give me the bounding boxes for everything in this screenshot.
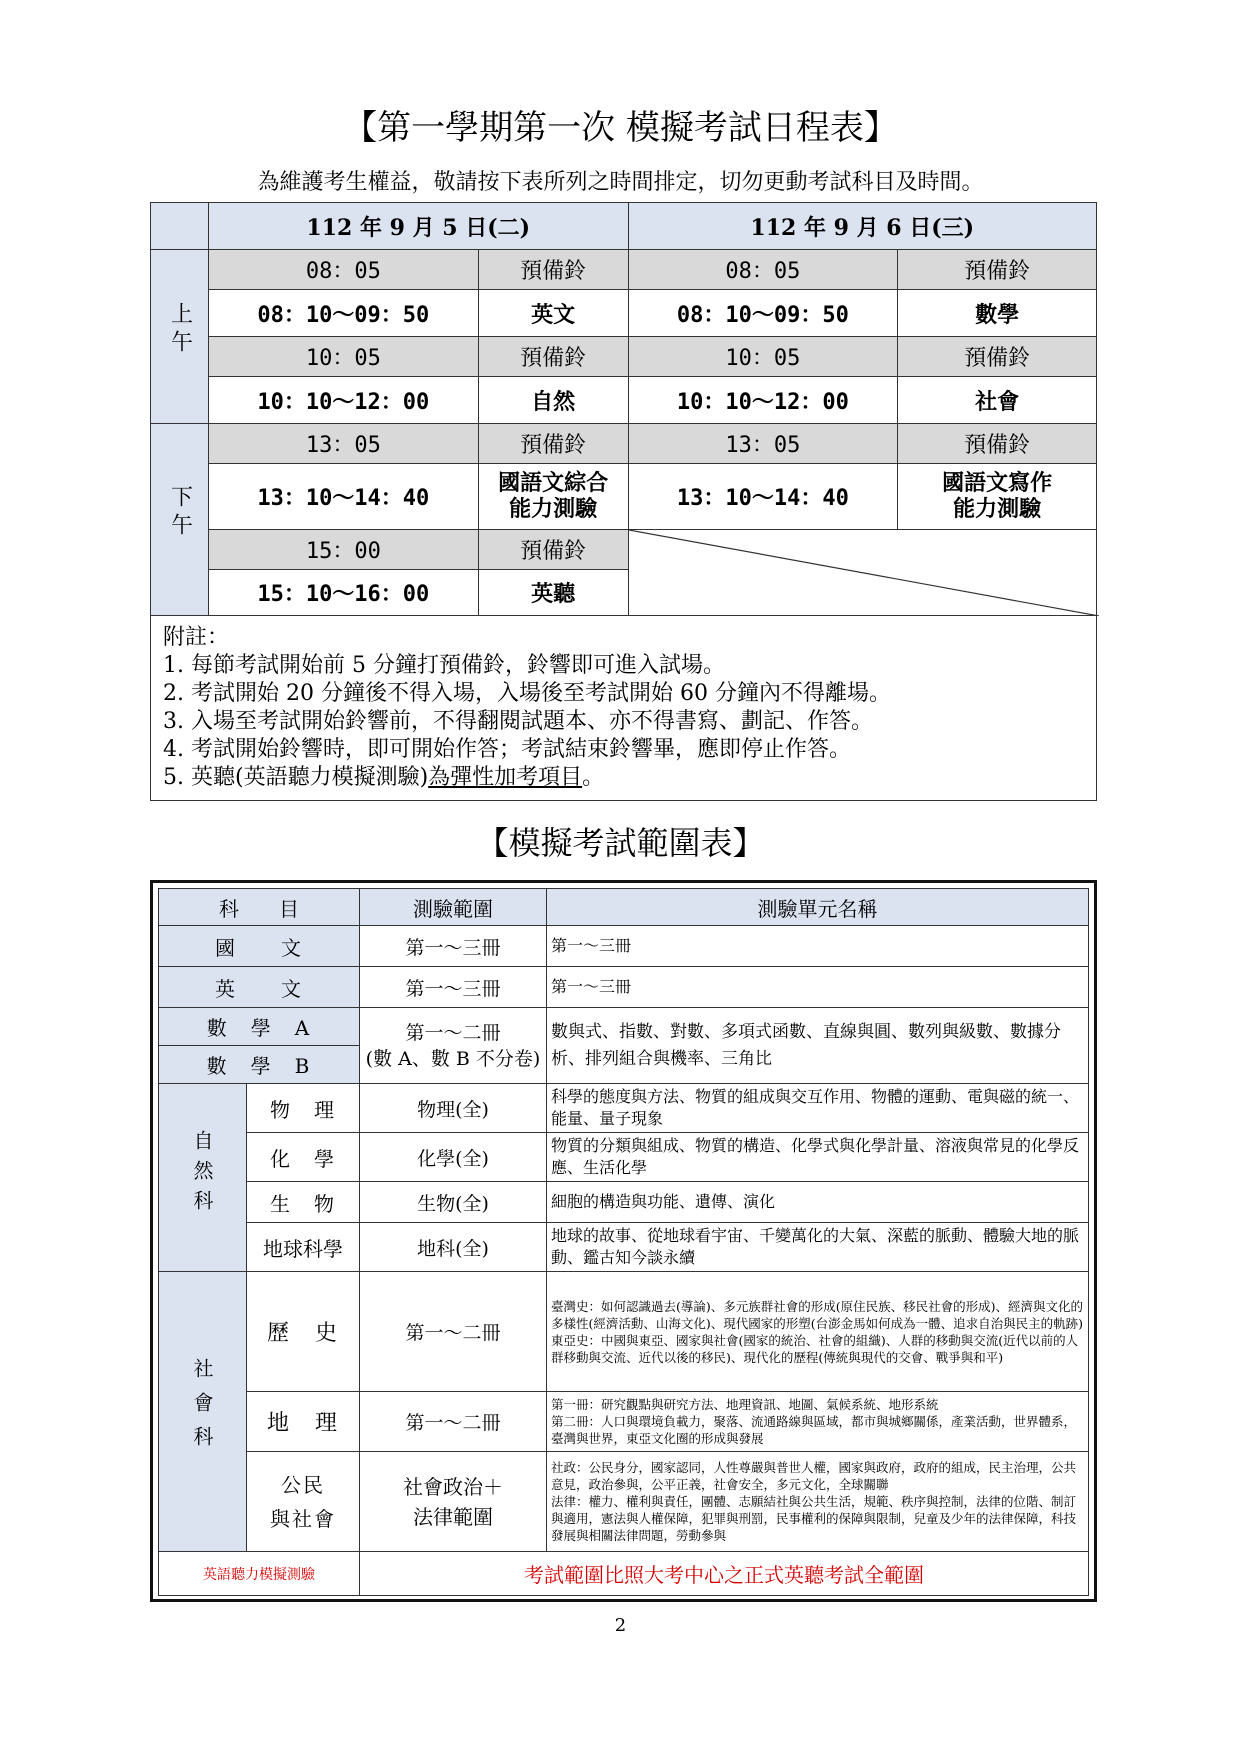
exam-time: 13：10～14：40 [208, 464, 478, 530]
bell-time: 13：05 [208, 424, 478, 464]
subject-math-a: 數 學 A [159, 1008, 360, 1046]
range-cell: 物理(全) [360, 1084, 547, 1133]
range-cell: 第一～二冊 [360, 1392, 547, 1452]
units-cell: 社政：公民身分，國家認同，人性尊嚴與普世人權，國家與政府，政府的組成，民主治理，公共意見，政治參與，公平正義，社會安全，多元文化，全球關聯 法律：權力、權利與責任，團體、志願結社與公共生活，規範、秩序與控制，法律的位階、制訂與適用，憲法與人權保障，犯罪與刑罰，民事權利的保障與限制，兒童及少年的法律保障，科技發展與相關法律問題，勞動參與 [547, 1452, 1089, 1552]
exam-time: 10：10～12：00 [628, 377, 898, 424]
bell-label: 預備鈴 [478, 530, 628, 570]
range-cell: 第一～二冊 [360, 1272, 547, 1392]
subject-listening: 英語聽力模擬測驗 [159, 1552, 360, 1596]
schedule-table [150, 202, 1097, 801]
header-units: 測驗單元名稱 [547, 889, 1089, 926]
science-label: 自然科 [159, 1084, 247, 1272]
header-subject: 科 目 [159, 889, 360, 926]
exam-subject: 自然 [478, 377, 628, 424]
empty-diagonal-cell [628, 530, 1097, 616]
note-item: 4. 考試開始鈴響時，即可開始作答；考試結束鈴響畢，應即停止作答。 [163, 737, 851, 762]
exam-time: 15：10～16：00 [208, 570, 478, 616]
listening-range: 考試範圍比照大考中心之正式英聽考試全範圍 [360, 1552, 1089, 1596]
units-cell: 第一冊：研究觀點與研究方法、地理資訊、地圖、氣候系統、地形系統 第二冊：人口與環境負載力，聚落、流通路線與區域，都市與城鄉關係，產業活動，世界體系，臺灣與世界，東亞文化圈的形成與發展 [547, 1392, 1089, 1452]
page-number: 2 [614, 1615, 627, 1636]
subject-biology: 生 物 [247, 1182, 360, 1223]
note-item: 3. 入場至考試開始鈴響前，不得翻閱試題本、亦不得書寫、劃記、作答。 [163, 709, 873, 734]
units-cell: 臺灣史：如何認識過去(導論)、多元族群社會的形成(原住民族、移民社會的形成)、經濟與文化的多樣性(經濟活動、山海文化)、現代國家的形塑(台澎金馬如何成為一體、追求自治與民主的軌跡) 東亞史：中國與東亞、國家與社會(國家的統治、社會的組織)、人群的移動與交流(近代以前的人群移動與交流、近代以後的移民)、現代化的歷程(傳統與現代的交會、戰爭與和平) [547, 1272, 1089, 1392]
notes-section [151, 616, 1097, 801]
range-cell: 第一～三冊 [360, 967, 547, 1008]
subject-geography: 地 理 [247, 1392, 360, 1452]
schedule-subtitle: 為維護考生權益，敬請按下表所列之時間排定，切勿更動考試科目及時間。 [257, 170, 984, 195]
day1-header: 112 年 9 月 5 日(二) [208, 203, 628, 250]
range-cell: 地科(全) [360, 1223, 547, 1272]
bell-label: 預備鈴 [478, 424, 628, 464]
range-frame [150, 880, 1097, 1602]
exam-subject: 英文 [478, 290, 628, 337]
exam-time: 08：10～09：50 [208, 290, 478, 337]
exam-time: 13：10～14：40 [628, 464, 898, 530]
subject-history: 歷 史 [247, 1272, 360, 1392]
header-range: 測驗範圍 [360, 889, 547, 926]
afternoon-label: 下午 [151, 424, 209, 616]
note-item: 1. 每節考試開始前 5 分鐘打預備鈴，鈴響即可進入試場。 [163, 653, 725, 678]
exam-time: 10：10～12：00 [208, 377, 478, 424]
social-label: 社會科 [159, 1272, 247, 1552]
exam-subject: 國語文寫作 能力測驗 [898, 464, 1097, 530]
range-table [158, 888, 1089, 1596]
units-cell: 第一～三冊 [547, 967, 1089, 1008]
day2-header: 112 年 9 月 6 日(三) [628, 203, 1097, 250]
subject-civics: 公民 與社會 [247, 1452, 360, 1552]
subject-chemistry: 化 學 [247, 1133, 360, 1182]
subject-earth-science: 地球科學 [247, 1223, 360, 1272]
range-cell: 社會政治＋ 法律範圍 [360, 1452, 547, 1552]
units-cell: 第一～三冊 [547, 926, 1089, 967]
bell-label: 預備鈴 [898, 424, 1097, 464]
units-cell: 細胞的構造與功能、遺傳、演化 [547, 1182, 1089, 1223]
bell-time: 15：00 [208, 530, 478, 570]
schedule-title: 【第一學期第一次 模擬考試日程表】 [343, 108, 898, 148]
range-cell: 生物(全) [360, 1182, 547, 1223]
exam-subject: 社會 [898, 377, 1097, 424]
bell-time: 13：05 [628, 424, 898, 464]
range-title: 【模擬考試範圍表】 [476, 824, 765, 862]
subject-english: 英 文 [159, 967, 360, 1008]
diagonal-line [629, 530, 1099, 616]
bell-time: 08：05 [628, 250, 898, 290]
bell-label: 預備鈴 [898, 337, 1097, 377]
units-cell: 數與式、指數、對數、多項式函數、直線與圓、數列與級數、數據分析、排列組合與機率、三角比 [547, 1008, 1089, 1084]
corner-cell [151, 203, 209, 250]
units-cell: 地球的故事、從地球看宇宙、千變萬化的大氣、深藍的脈動、體驗大地的脈動、鑑古知今談永續 [547, 1223, 1089, 1272]
units-cell: 物質的分類與組成、物質的構造、化學式與化學計量、溶液與常見的化學反應、生活化學 [547, 1133, 1089, 1182]
exam-subject: 數學 [898, 290, 1097, 337]
units-cell: 科學的態度與方法、物質的組成與交互作用、物體的運動、電與磁的統一、能量、量子現象 [547, 1084, 1089, 1133]
range-cell: 第一～三冊 [360, 926, 547, 967]
morning-label: 上午 [151, 250, 209, 424]
exam-subject: 英聽 [478, 570, 628, 616]
bell-label: 預備鈴 [898, 250, 1097, 290]
bell-time: 10：05 [628, 337, 898, 377]
exam-time: 08：10～09：50 [628, 290, 898, 337]
notes-title: 附註： [163, 625, 230, 650]
range-cell: 第一～二冊 (數 A、數 B 不分卷) [360, 1008, 547, 1084]
bell-time: 10：05 [208, 337, 478, 377]
bell-label: 預備鈴 [478, 337, 628, 377]
range-cell: 化學(全) [360, 1133, 547, 1182]
subject-physics: 物 理 [247, 1084, 360, 1133]
exam-subject: 國語文綜合 能力測驗 [478, 464, 628, 530]
note-item: 5. 英聽(英語聽力模擬測驗)為彈性加考項目。 [163, 765, 605, 790]
bell-label: 預備鈴 [478, 250, 628, 290]
subject-math-b: 數 學 B [159, 1046, 360, 1084]
subject-chinese: 國 文 [159, 926, 360, 967]
bell-time: 08：05 [208, 250, 478, 290]
note-item: 2. 考試開始 20 分鐘後不得入場，入場後至考試開始 60 分鐘內不得離場。 [163, 681, 891, 706]
